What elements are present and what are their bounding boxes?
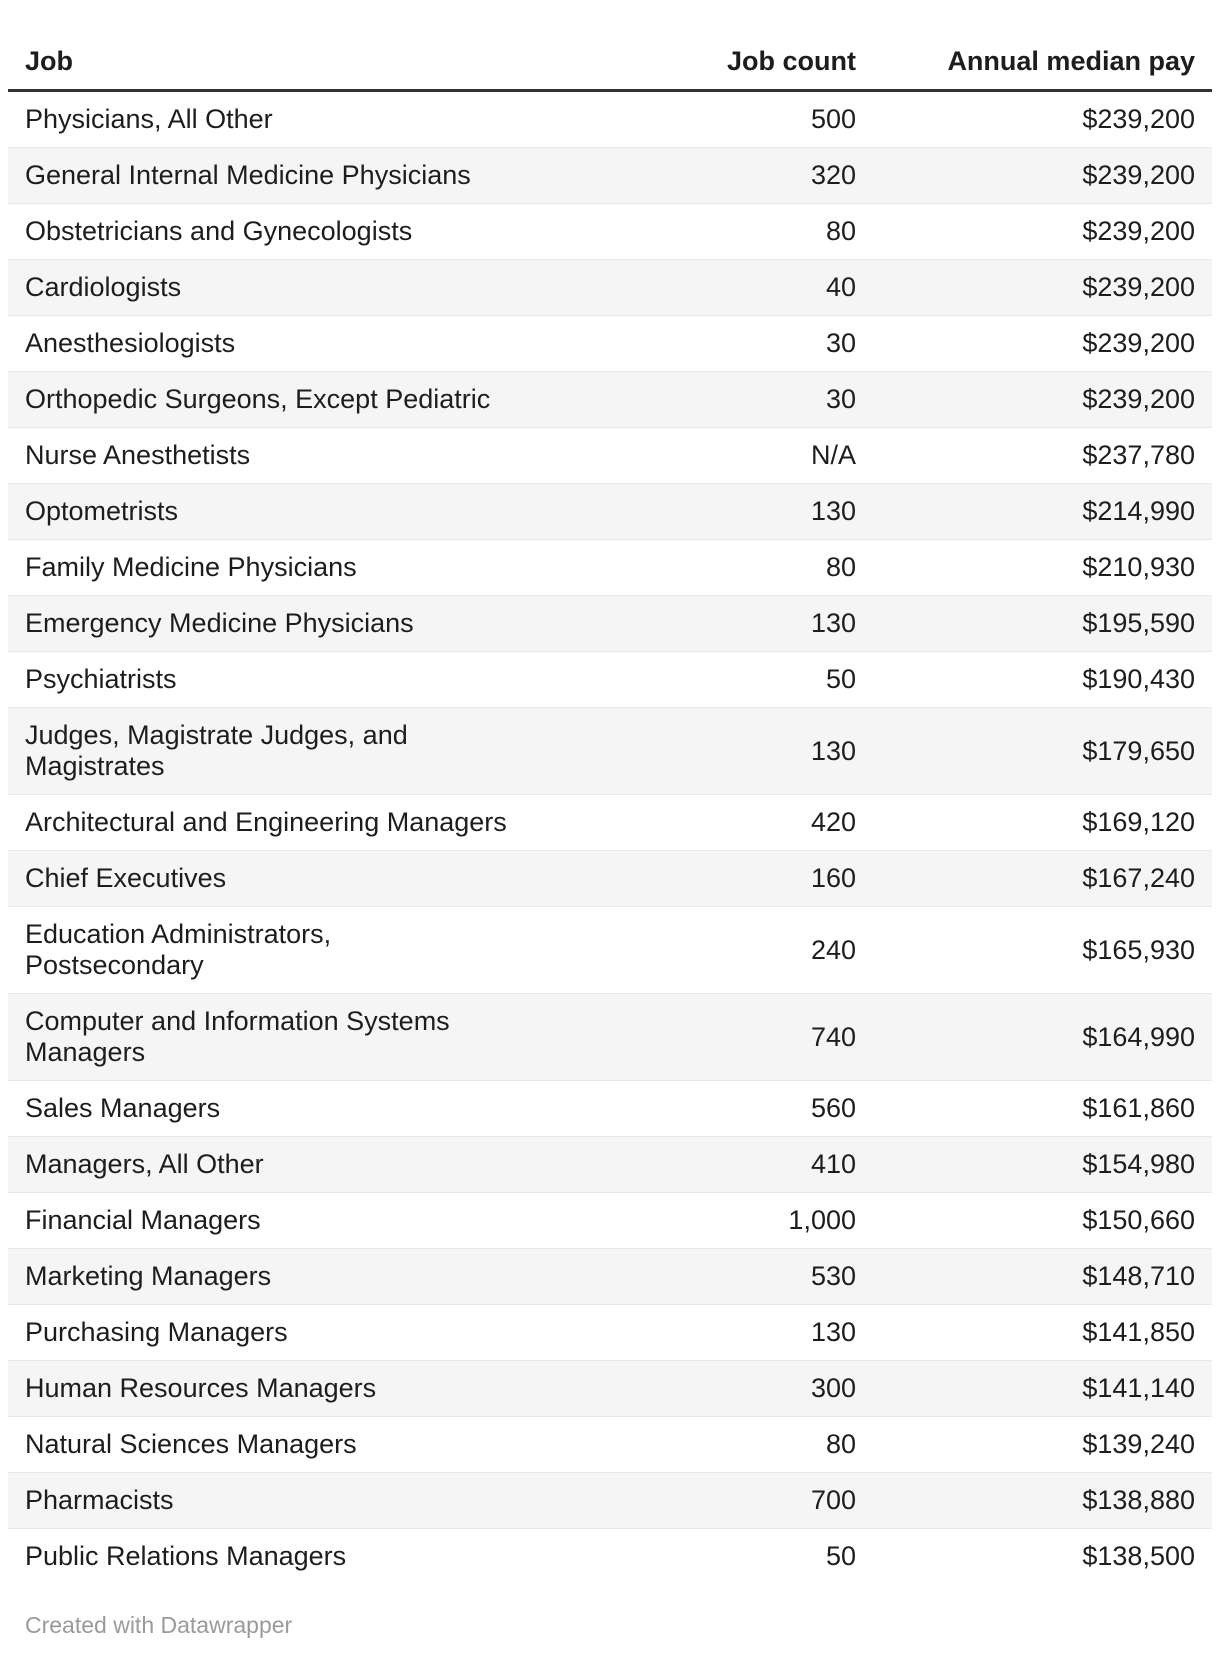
- job-cell: Judges, Magistrate Judges, and Magistrates: [25, 720, 408, 781]
- job-count-cell: 130: [810, 496, 856, 526]
- job-count-cell: 80: [825, 1429, 856, 1459]
- job-cell: Public Relations Managers: [25, 1541, 347, 1571]
- job-count-cell: 240: [810, 934, 856, 965]
- jobs-pay-table: [8, 34, 1212, 1584]
- job-count-cell: N/A: [810, 440, 856, 470]
- annual-median-pay-cell: $138,500: [1082, 1541, 1195, 1571]
- job-cell: Marketing Managers: [25, 1261, 272, 1291]
- annual-median-pay-cell: $239,200: [1082, 216, 1195, 246]
- job-count-cell: 30: [825, 384, 856, 414]
- annual-median-pay-cell: $138,880: [1082, 1485, 1195, 1515]
- table-body: [8, 91, 1212, 1585]
- annual-median-pay-cell: $239,200: [1082, 384, 1195, 414]
- annual-median-pay-cell: $164,990: [1082, 1021, 1195, 1052]
- job-count-cell: 160: [810, 863, 856, 893]
- table-row: [8, 795, 1212, 851]
- column-header-job: Job: [8, 34, 568, 91]
- table-row: [8, 148, 1212, 204]
- job-cell: Family Medicine Physicians: [25, 552, 357, 582]
- job-count-cell: 1,000: [788, 1205, 856, 1235]
- job-count-cell: 560: [810, 1093, 856, 1123]
- table-row: [8, 652, 1212, 708]
- table-row: [8, 91, 1212, 148]
- job-count-cell: 500: [810, 104, 856, 134]
- job-cell: Nurse Anesthetists: [25, 440, 251, 470]
- table-row: [8, 1081, 1212, 1137]
- job-count-cell: 320: [810, 160, 856, 190]
- annual-median-pay-cell: $239,200: [1082, 328, 1195, 358]
- job-count-cell: 530: [810, 1261, 856, 1291]
- job-cell: Pharmacists: [25, 1485, 174, 1515]
- annual-median-pay-cell: $239,200: [1082, 160, 1195, 190]
- job-count-cell: 80: [825, 552, 856, 582]
- job-count-cell: 420: [810, 807, 856, 837]
- annual-median-pay-cell: $139,240: [1082, 1429, 1195, 1459]
- table-row: [8, 1361, 1212, 1417]
- datawrapper-credit-link[interactable]: Created with Datawrapper: [25, 1612, 293, 1638]
- job-cell: General Internal Medicine Physicians: [25, 160, 471, 190]
- job-cell: Natural Sciences Managers: [25, 1429, 357, 1459]
- table-row: [8, 428, 1212, 484]
- annual-median-pay-cell: $239,200: [1082, 272, 1195, 302]
- table-row: [8, 260, 1212, 316]
- job-cell: Anesthesiologists: [25, 328, 236, 358]
- job-count-cell: 80: [825, 216, 856, 246]
- annual-median-pay-cell: $237,780: [1082, 440, 1195, 470]
- annual-median-pay-cell: $169,120: [1082, 807, 1195, 837]
- job-cell: Obstetricians and Gynecologists: [25, 216, 413, 246]
- annual-median-pay-cell: $165,930: [1082, 934, 1195, 965]
- table-row: [8, 994, 1212, 1081]
- job-count-cell: 130: [810, 608, 856, 638]
- job-cell: Psychiatrists: [25, 664, 177, 694]
- table-row: [8, 1193, 1212, 1249]
- job-count-cell: 130: [810, 735, 856, 766]
- job-count-cell: 740: [810, 1021, 856, 1052]
- table-row: [8, 372, 1212, 428]
- job-cell: Purchasing Managers: [25, 1317, 288, 1347]
- table-row: [8, 484, 1212, 540]
- job-cell: Chief Executives: [25, 863, 227, 893]
- table-row: [8, 540, 1212, 596]
- table-row: [8, 907, 1212, 994]
- annual-median-pay-cell: $141,140: [1082, 1373, 1195, 1403]
- job-cell: Sales Managers: [25, 1093, 221, 1123]
- annual-median-pay-cell: $154,980: [1082, 1149, 1195, 1179]
- job-count-cell: 700: [810, 1485, 856, 1515]
- annual-median-pay-cell: $210,930: [1082, 552, 1195, 582]
- job-cell: Human Resources Managers: [25, 1373, 377, 1403]
- table-row: [8, 316, 1212, 372]
- table-row: [8, 851, 1212, 907]
- annual-median-pay-cell: $195,590: [1082, 608, 1195, 638]
- table-row: [8, 204, 1212, 260]
- job-cell: Financial Managers: [25, 1205, 261, 1235]
- job-count-cell: 30: [825, 328, 856, 358]
- table-row: [8, 1417, 1212, 1473]
- table-row: [8, 596, 1212, 652]
- table-row: [8, 1137, 1212, 1193]
- job-cell: Computer and Information Systems Managers: [25, 1006, 450, 1067]
- annual-median-pay-cell: $239,200: [1082, 104, 1195, 134]
- table-row: [8, 708, 1212, 795]
- job-cell: Architectural and Engineering Managers: [25, 807, 507, 837]
- job-count-cell: 300: [810, 1373, 856, 1403]
- annual-median-pay-cell: $214,990: [1082, 496, 1195, 526]
- job-count-cell: 40: [825, 272, 856, 302]
- job-cell: Emergency Medicine Physicians: [25, 608, 414, 638]
- annual-median-pay-cell: $141,850: [1082, 1317, 1195, 1347]
- job-cell: Managers, All Other: [25, 1149, 264, 1179]
- header-row: [8, 34, 1212, 91]
- table-header: [8, 34, 1212, 91]
- table-row: [8, 1305, 1212, 1361]
- annual-median-pay-cell: $148,710: [1082, 1261, 1195, 1291]
- annual-median-pay-cell: $161,860: [1082, 1093, 1195, 1123]
- table-row: [8, 1529, 1212, 1585]
- annual-median-pay-cell: $190,430: [1082, 664, 1195, 694]
- table-row: [8, 1249, 1212, 1305]
- job-count-cell: 50: [825, 664, 856, 694]
- table-row: [8, 1473, 1212, 1529]
- annual-median-pay-cell: $150,660: [1082, 1205, 1195, 1235]
- job-cell: Education Administrators, Postsecondary: [25, 919, 332, 980]
- job-count-cell: 50: [825, 1541, 856, 1571]
- annual-median-pay-cell: $179,650: [1082, 735, 1195, 766]
- column-header-job-count: Job count: [568, 34, 856, 91]
- job-cell: Orthopedic Surgeons, Except Pediatric: [25, 384, 491, 414]
- column-header-annual-median-pay: Annual median pay: [856, 34, 1212, 91]
- annual-median-pay-cell: $167,240: [1082, 863, 1195, 893]
- job-count-cell: 130: [810, 1317, 856, 1347]
- job-cell: Cardiologists: [25, 272, 182, 302]
- job-count-cell: 410: [810, 1149, 856, 1179]
- job-cell: Physicians, All Other: [25, 104, 273, 134]
- job-cell: Optometrists: [25, 496, 179, 526]
